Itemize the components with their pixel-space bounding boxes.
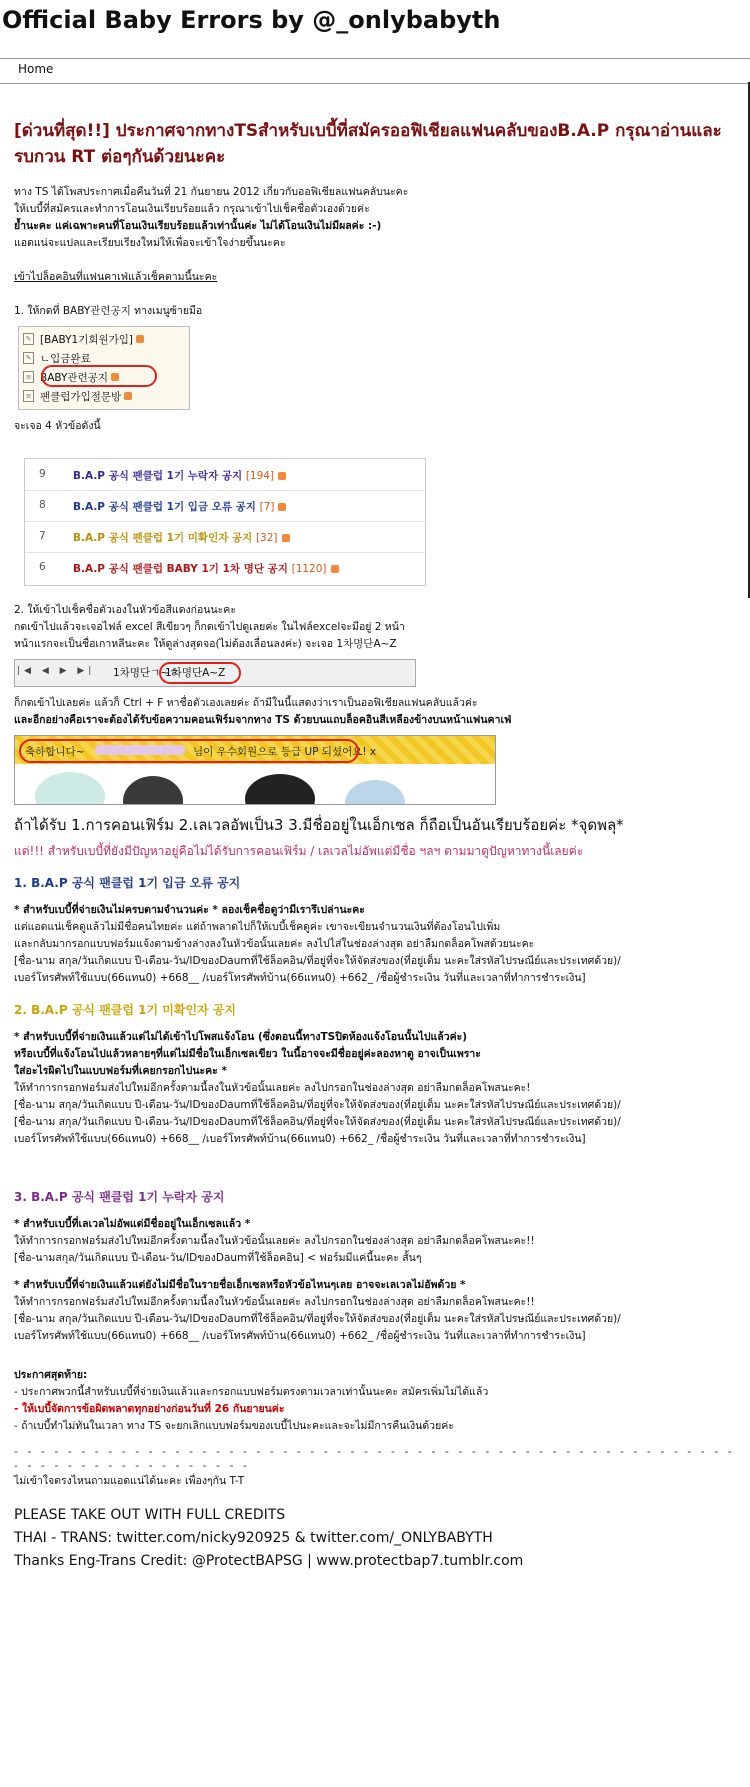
board-icon: ≡ bbox=[23, 371, 34, 383]
step-2-after: ก็กดเข้าไปเลยค่ะ แล้วก็ Ctrl + F หาชื่อตัวเองเลยค่ะ ถ้ามีในนี้แสดงว่าเราเป็นออฟิเชียลแฟนคลับแล้วค่ะ bbox=[14, 697, 478, 709]
notice-table-screenshot bbox=[24, 458, 426, 586]
section-2-line: [ชื่อ-นาม สกุล/วันเกิดแบบ ปี-เดือน-วัน/IDของDaumที่ใช้ล็อคอิน/ที่อยู่ที่จะให้จัดส่งของ(ที่อยู่เต็ม นะคะใส่รหัสไปรษณีย์และประเทศด้วย)/ bbox=[14, 1116, 621, 1128]
sheet-nav-arrows-icon: |◀ ◀ ▶ ▶| bbox=[17, 666, 96, 676]
intro-line: ทาง TS ได้โพสประกาศเมื่อคืนวันที่ 21 กันยายน 2012 เกี่ยวกับออฟิเชียลแฟนคลับนะคะ bbox=[14, 186, 409, 198]
banner-message: 님이 우수회원으로 등급 UP 되셨어요! x bbox=[193, 746, 377, 758]
section-2-heading: 2. B.A.P 공식 팬클럽 1기 미확인자 공지 bbox=[14, 1003, 236, 1017]
section-2-line: * สำหรับเบบี้ที่จ่ายเงินแล้วแต่ไม่ได้เข้าไปโพสแจ้งโอน (ซึ่งตอนนี้ทางTSปิดห้องแจ้งโอนนั้นไปแล้วค่ะ) bbox=[14, 1031, 468, 1043]
section-2-line: ให้ทำการกรอกฟอร์มส่งไปใหม่อีกครั้งตามนี้ลงในหัวข้อนั้นเลยค่ะ ลงไปกรอกในช่องล่างสุด อย่าลืมกดล็อคโพสนะคะ! bbox=[14, 1082, 531, 1094]
intro-line: แอดแน่จะแปลและเรียบเรียงใหม่ให้เพื่อจะเข้าใจง่ายขึ้นนะคะ bbox=[14, 237, 286, 249]
step-2-line: กดเข้าไปแล้วจะเจอไฟล์ excel สีเขียวๆ ก็กดเข้าไปดูเลยค่ะ ในไฟล์excelจะมีอยู่ 2 หน้า bbox=[14, 621, 405, 633]
summary-line: ถ้าได้รับ 1.การคอนเฟิร์ม 2.เลเวลอัพเป็น3 3.มีชื่ออยู่ในเอ็กเซล ก็ถือเป็นอันเรียบร้อยค่ะ *จุดพลุ* bbox=[14, 816, 624, 834]
section-3-line: [ชื่อ-นามสกุล/วันเกิดแบบ ปี-เดือน-วัน/IDของDaumที่ใช้ล็อคอิน] < ฟอร์มมีแค่นี้นะคะ สั้นๆ bbox=[14, 1252, 422, 1264]
step-1-after: จะเจอ 4 หัวข้อดังนี้ bbox=[14, 420, 101, 432]
final-heading: ประกาศสุดท้าย: bbox=[14, 1369, 88, 1381]
section-1-heading: 1. B.A.P 공식 팬클럽 1기 입금 오류 공지 bbox=[14, 876, 241, 890]
photo-fragment bbox=[245, 774, 315, 805]
menu-screenshot bbox=[18, 326, 190, 410]
section-3-line: ให้ทำการกรอกฟอร์มส่งไปใหม่อีกครั้งตามนี้ลงในหัวข้อนั้นเลยค่ะ ลงไปกรอกในช่องล่างสุด อย่าลืมกดล็อคโพสนะคะ!! bbox=[14, 1235, 535, 1247]
sheet-tab: 1차명단ㄱ~ㅎ bbox=[113, 667, 180, 679]
table-row: 9 B.A.P 공식 팬클럽 1기 누락자 공지 [194] bbox=[25, 459, 425, 491]
menu-item: ≡ 팬클럽가입절문방 bbox=[23, 387, 132, 405]
problem-line: แต่!!! สำหรับเบบี้ที่ยังมีปัญหาอยู่คือไม่ได้รับการคอนเฟิร์ม / เลเวลไม่อัพแต่มีชื่อ ฯลฯ ตามมาดูปัญหาทางนี้เลยค่ะ bbox=[14, 844, 584, 858]
confirm-banner-screenshot bbox=[14, 735, 496, 805]
menu-item-highlighted: ≡ BABY관련공지 bbox=[23, 368, 119, 386]
section-2-line: [ชื่อ-นาม สกุล/วันเกิดแบบ ปี-เดือน-วัน/IDของDaumที่ใช้ล็อคอิน/ที่อยู่ที่จะให้จัดส่งของ(ที่อยู่เต็ม นะคะใส่รหัสไปรษณีย์และประเทศด้วย)/ bbox=[14, 1099, 621, 1111]
final-item: - ประกาศพวกนี้สำหรับเบบี้ที่จ่ายเงินแล้วและกรอกแบบฟอร์มตรงตามเวลาเท่านั้นนะคะ สมัครเพิ่มไม่ได้แล้ว bbox=[14, 1386, 489, 1398]
step-2-after: และอีกอย่างคือเราจะต้องได้รับข้อความคอนเฟิร์มจากทาง TS ด้วยบนแถบล็อคอินสีเหลืองข้างบนหน้าแฟนคาเฟ่ bbox=[14, 714, 512, 726]
table-row: 8 B.A.P 공식 팬클럽 1기 입금 오류 공지 [7] bbox=[25, 490, 425, 522]
credits-block bbox=[14, 1504, 739, 1573]
photo-fragment bbox=[123, 776, 183, 805]
nav-home-link[interactable]: Home bbox=[18, 62, 54, 76]
section-1-line: และกลับมากรอกแบบฟอร์มแจ้งตามข้างล่างลงในหัวข้อนั้นเลยค่ะ ลงไปไส่ในช่องล่างสุด อย่าลืมกดล็อคโพสด้วยนะคะ bbox=[14, 938, 535, 950]
section-1-line: เบอร์โทรศัพท์ใช้แบบ(66แทน0) +668__ /เบอร์โทรศัพท์บ้าน(66แทน0) +662_ /ชื่อผู้ชำระเงิน วันที่และเวลาที่ทำการชำระเงิน] bbox=[14, 972, 586, 984]
nav-bar bbox=[0, 58, 750, 84]
table-row: 6 B.A.P 공식 팬클럽 BABY 1기 1차 명단 공지 [1120] bbox=[25, 552, 425, 583]
banner-greeting: 축하합니다~ bbox=[25, 746, 85, 758]
new-badge-icon bbox=[136, 335, 144, 343]
section-2-line: หรือเบบี้ที่แจ้งโอนไปแล้วหลายๆที่แต่ไม่มีชื่อในเอ็กเซลเขียว ในนี้อาจจะมีชื่ออยู่ค่ะลองหาดู อาจเป็นเพราะ bbox=[14, 1048, 481, 1060]
post-headline: [ด่วนที่สุด!!] ประกาศจากทางTSสำหรับเบบี้ที่สมัครออฟิเชียลแฟนคลับของB.A.P กรุณาอ่านและรบกวน RT ต่อๆกันด้วยนะคะ bbox=[14, 121, 722, 167]
new-badge-icon bbox=[124, 392, 132, 400]
photo-fragment bbox=[35, 772, 105, 805]
note-line: ไม่เข้าใจตรงไหนถามแอดแน่ได้นะคะ เพื่องๆกัน T-T bbox=[14, 1475, 245, 1487]
pencil-icon: ✎ bbox=[23, 352, 34, 364]
final-item: - ถ้าเบบี้ทำไม่ทันในเวลา ทาง TS จะยกเลิกแบบฟอร์มของเบบี้ไปนะคะและจะไม่มีการคืนเงินด้วยค่ะ bbox=[14, 1420, 454, 1432]
section-3-line: เบอร์โทรศัพท์ใช้แบบ(66แทน0) +668__ /เบอร์โทรศัพท์บ้าน(66แทน0) +662_ /ชื่อผู้ชำระเงิน วันที่และเวลาที่ทำการชำระเงิน] bbox=[14, 1330, 586, 1342]
section-3-line: * สำหรับเบบี้ที่เลเวลไม่อัพแต่มีชื่ออยู่ในเอ็กเซลแล้ว * bbox=[14, 1218, 251, 1230]
credit-line: Thanks Eng-Trans Credit: @ProtectBAPSG | www.protectbap7.tumblr.com bbox=[14, 1553, 524, 1569]
photo-fragment bbox=[345, 780, 405, 805]
highlight-circle bbox=[159, 662, 241, 684]
excel-sheet-tabs-screenshot bbox=[14, 659, 416, 687]
section-1-line: * สำหรับเบบี้ที่จ่ายเงินไม่ครบตามจำนวนค่ะ * ลองเช็คชื่อดูว่ามีเรารึเปล่านะคะ bbox=[14, 904, 365, 916]
login-link[interactable]: เข้าไปล็อคอินที่แฟนคาเฟ่แล้วเช็คตามนี้นะคะ bbox=[14, 271, 218, 283]
final-item-deadline: - ให้เบบี้จัดการข้อผิดพลาดทุกอย่างก่อนวันที่ 26 กันยายนค่ะ bbox=[14, 1403, 285, 1415]
highlight-circle bbox=[41, 365, 157, 387]
menu-item: ✎ ㄴ입금완료 bbox=[23, 349, 91, 367]
step-2-line: 2. ให้เข้าไปเช็คชื่อตัวเองในหัวข้อสีแดงก่อนนะคะ bbox=[14, 604, 236, 616]
intro-line: ย้ำนะคะ แค่เฉพาะคนที่โอนเงินเรียบร้อยแล้วเท่านั้นค่ะ ไม่ได้โอนเงินไม่มีผลค่ะ :-) bbox=[14, 220, 382, 232]
section-1-line: แต่แอดแน่เช็คดูแล้วไม่มีชื่อคนไทยค่ะ แต่ถ้าพลาดไปก็ให้เบบี้เช็คดูค่ะ เขาจะเขียนจำนวนเงินที่ต้องโอนไปเพิ่ม bbox=[14, 921, 501, 933]
sheet-tab-highlighted: 1차명단A~Z bbox=[165, 667, 226, 679]
section-3-line: * สำหรับเบบี้ที่จ่ายเงินแล้วแต่ยังไม่มีชื่อในรายชื่อเอ็กเซลหรือหัวข้อไหนๆเลย อาจจะเลเวลไม่อัพด้วย * bbox=[14, 1279, 466, 1291]
section-2-line: เบอร์โทรศัพท์ใช้แบบ(66แทน0) +668__ /เบอร์โทรศัพท์บ้าน(66แทน0) +662_ /ชื่อผู้ชำระเงิน วันที่และเวลาที่ทำการชำระเงิน] bbox=[14, 1133, 586, 1145]
section-3-line: [ชื่อ-นาม สกุล/วันเกิดแบบ ปี-เดือน-วัน/IDของDaumที่ใช้ล็อคอิน/ที่อยู่ที่จะให้จัดส่งของ(ที่อยู่เต็ม นะคะใส่รหัสไปรษณีย์และประเทศด้วย)/ bbox=[14, 1313, 621, 1325]
intro-line: ให้เบบี้ที่สมัครและทำการโอนเงินเรียบร้อยแล้ว กรุณาเข้าไปเช็คชื่อตัวเองด้วยค่ะ bbox=[14, 203, 370, 215]
site-title: Official Baby Errors by @_onlybabyth bbox=[2, 6, 501, 34]
divider: - - - - - - - - - - - - - - - - - - - - - - - - - - - - - - - - - - - - - - - - - - - - - - - - - - - - - - - - - - - - - - - - - - - - - - - - bbox=[14, 1445, 735, 1472]
board-icon: ≡ bbox=[23, 390, 34, 402]
credit-line: PLEASE TAKE OUT WITH FULL CREDITS bbox=[14, 1507, 286, 1523]
post-body bbox=[14, 118, 739, 1573]
credit-line: THAI - TRANS: twitter.com/nicky920925 & twitter.com/_ONLYBABYTH bbox=[14, 1530, 493, 1546]
step-1-text: 1. ให้กดที่ BABY관련공지 ทางเมนูซ้ายมือ bbox=[14, 305, 203, 317]
step-2-line: หน้าแรกจะเป็นชื่อเกาหลีนะคะ ให้ดูล่างสุดจอ(ไม่ต้องเลื่อนลงค่ะ) จะเจอ 1차명단A~Z bbox=[14, 638, 397, 650]
section-3-line: ให้ทำการกรอกฟอร์มส่งไปใหม่อีกครั้งตามนี้ลงในหัวข้อนั้นเลยค่ะ ลงไปกรอกในช่องล่างสุด อย่าลืมกดล็อคโพสนะคะ!! bbox=[14, 1296, 535, 1308]
pencil-icon: ✎ bbox=[23, 333, 34, 345]
section-2-line: ใส่อะไรผิดไปในแบบฟอร์มที่เคยกรอกไปนะคะ * bbox=[14, 1065, 227, 1077]
highlight-circle bbox=[19, 739, 359, 763]
table-row: 7 B.A.P 공식 팬클럽 1기 미확인자 공지 [32] bbox=[25, 521, 425, 553]
menu-item: ✎ [BABY1기회원가입] bbox=[23, 330, 144, 348]
section-1-line: [ชื่อ-นาม สกุล/วันเกิดแบบ ปี-เดือน-วัน/IDของDaumที่ใช้ล็อคอิน/ที่อยู่ที่จะให้จัดส่งของ(ที่อยู่เต็ม นะคะใส่รหัสไปรษณีย์และประเทศด้วย)/ bbox=[14, 955, 621, 967]
section-3-heading: 3. B.A.P 공식 팬클럽 1기 누락자 공지 bbox=[14, 1190, 225, 1204]
